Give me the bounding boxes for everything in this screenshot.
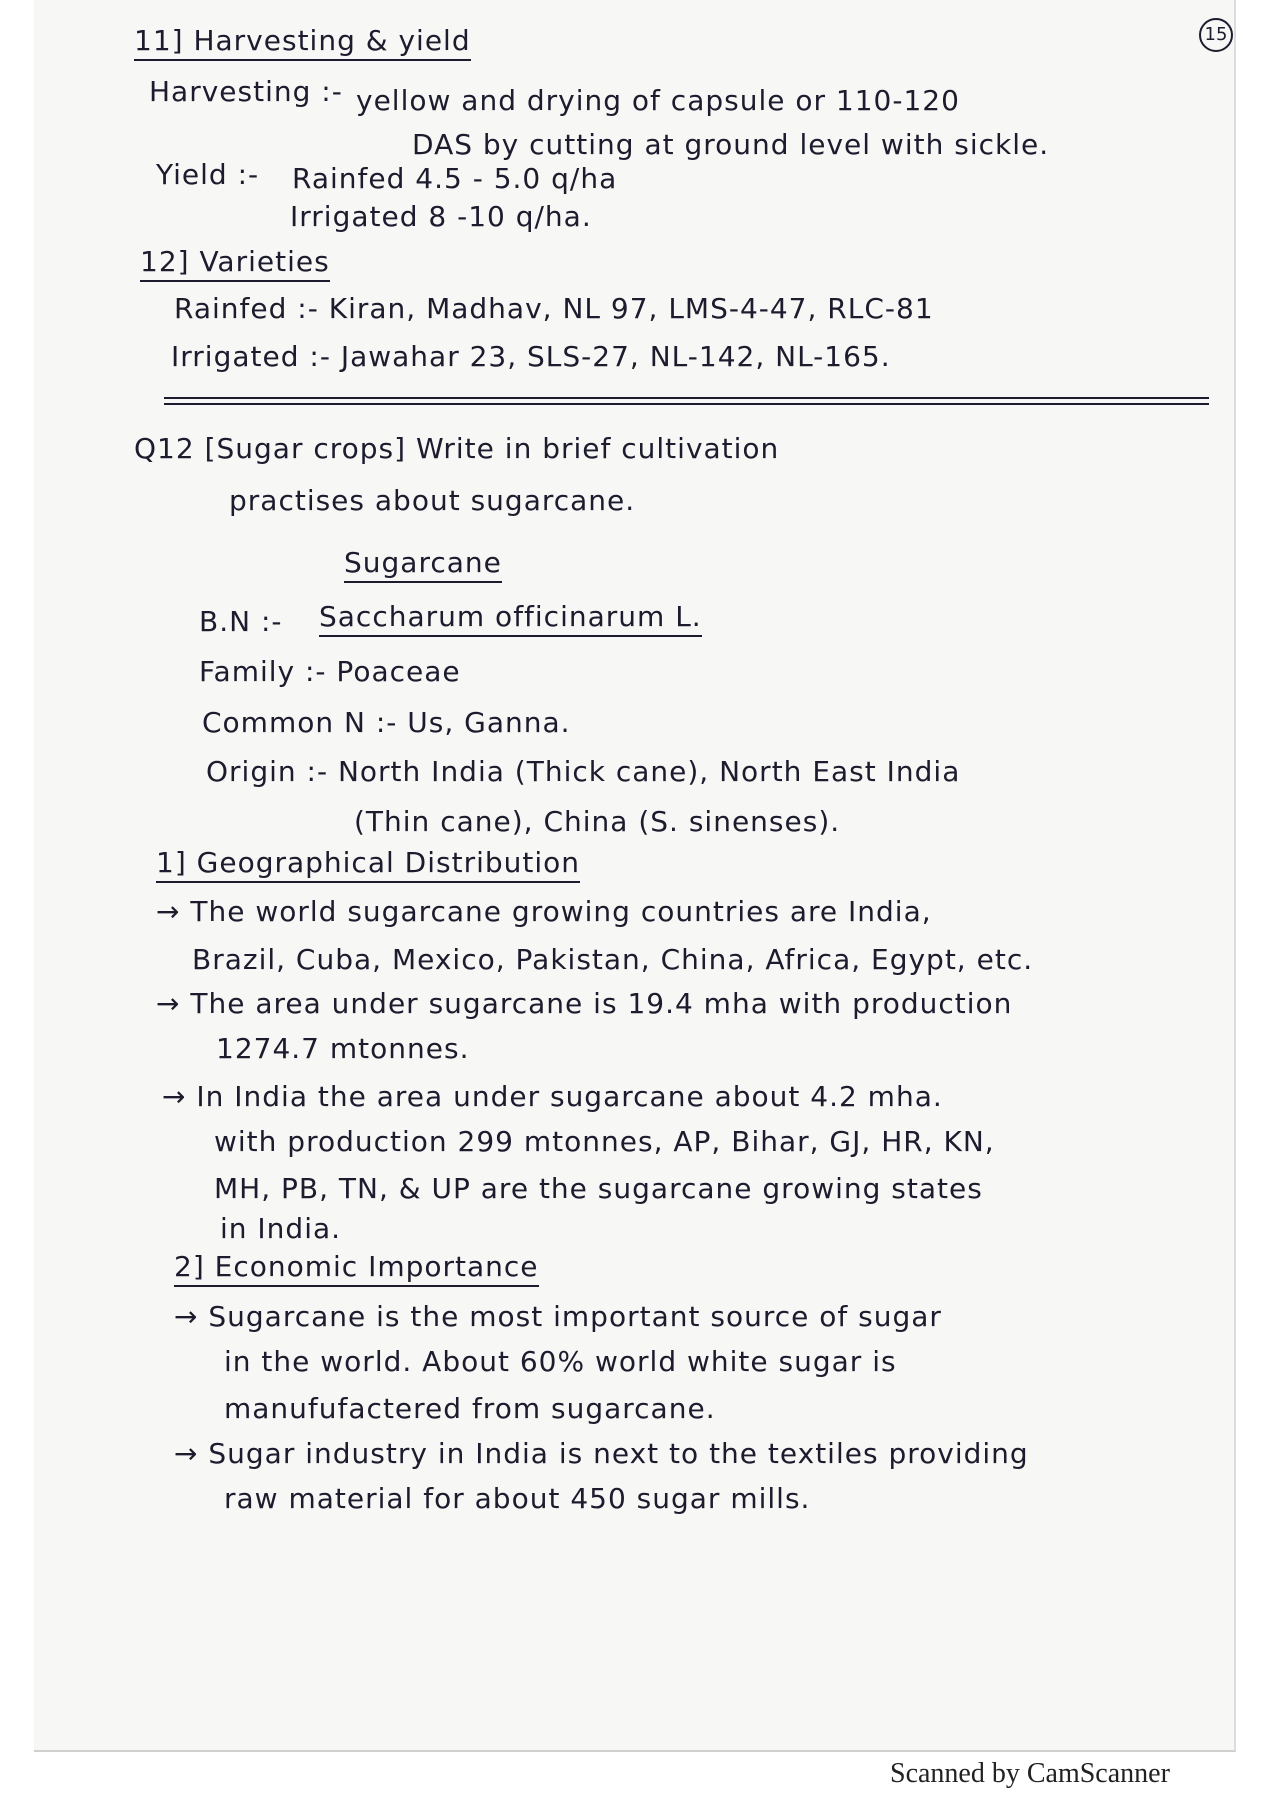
harvesting-text-line-2: DAS by cutting at ground level with sickle. [412,128,1050,161]
question-line-2: practises about sugarcane. [229,484,636,517]
botanical-name-value: Saccharum officinarum L. [319,600,702,637]
divider-line [164,403,1209,405]
harvesting-label: Harvesting :- [149,75,343,108]
econ-heading: 2] Economic Importance [174,1250,539,1287]
yield-rainfed: Rainfed 4.5 - 5.0 q/ha [292,162,618,195]
econ-point-2-line-2: raw material for about 450 sugar mills. [224,1482,811,1515]
geo-point-3-line-4: in India. [220,1212,342,1245]
geo-point-3-line-2: with production 299 mtonnes, AP, Bihar, GJ, HR, KN, [214,1125,995,1158]
origin-line-1: Origin :- North India (Thick cane), North East India [206,755,961,788]
geo-point-2-line-2: 1274.7 mtonnes. [216,1032,470,1065]
section-11-heading: 11] Harvesting & yield [134,24,471,61]
divider-line [164,397,1209,399]
botanical-name-label: B.N :- [199,605,283,638]
crop-title: Sugarcane [344,546,502,583]
section-12-heading: 12] Varieties [140,245,330,282]
page-number: 15 [1199,18,1233,52]
geo-point-1-line-1: → The world sugarcane growing countries are India, [156,895,932,928]
econ-point-2-line-1: → Sugar industry in India is next to the textiles providing [174,1437,1029,1470]
scanner-watermark: Scanned by CamScanner [890,1758,1170,1789]
varieties-irrigated: Irrigated :- Jawahar 23, SLS-27, NL-142, NL-165. [171,340,891,373]
question-line-1: Q12 [Sugar crops] Write in brief cultivation [134,432,780,465]
varieties-rainfed: Rainfed :- Kiran, Madhav, NL 97, LMS-4-47, RLC-81 [174,292,934,325]
geo-heading: 1] Geographical Distribution [156,846,580,883]
origin-line-2: (Thin cane), China (S. sinenses). [354,805,841,838]
econ-point-1-line-3: manufufactered from sugarcane. [224,1392,716,1425]
geo-point-1-line-2: Brazil, Cuba, Mexico, Pakistan, China, Africa, Egypt, etc. [192,943,1034,976]
family: Family :- Poaceae [199,655,461,688]
geo-point-3-line-1: → In India the area under sugarcane about 4.2 mha. [162,1080,943,1113]
econ-point-1-line-1: → Sugarcane is the most important source of sugar [174,1300,942,1333]
common-name: Common N :- Us, Ganna. [202,706,571,739]
geo-point-3-line-3: MH, PB, TN, & UP are the sugarcane growing states [214,1172,983,1205]
econ-point-1-line-2: in the world. About 60% world white sugar is [224,1345,897,1378]
notebook-page [34,0,1236,1752]
harvesting-text-line-1: yellow and drying of capsule or 110-120 [356,84,960,117]
yield-irrigated: Irrigated 8 -10 q/ha. [290,200,592,233]
yield-label: Yield :- [156,158,260,191]
geo-point-2-line-1: → The area under sugarcane is 19.4 mha with production [156,987,1013,1020]
